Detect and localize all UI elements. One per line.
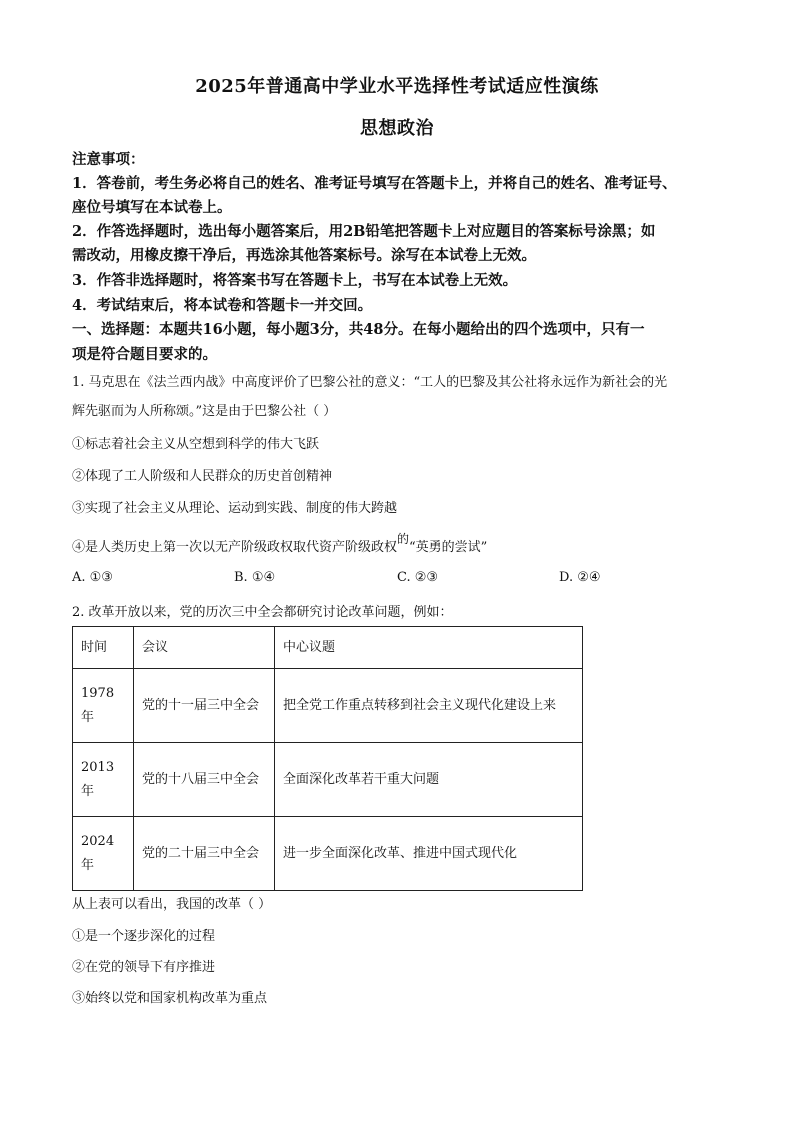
table-row [73,817,583,891]
q1-stem-line2: 辉先驱而为人所称颂。”这是由于巴黎公社（ ） [72,404,337,419]
q2-followup: 从上表可以看出，我国的改革（ ） [72,897,272,912]
table-row [73,743,583,817]
q1-statement-4-sup: 的 [397,532,410,546]
q1-option-c: C. ②③ [397,570,439,585]
table-cell-topic: 把全党工作重点转移到社会主义现代化建设上来 [275,669,583,743]
section-heading-line1: 一、选择题：本题共16小题，每小题3分，共48分。在每小题给出的四个选项中，只有一 [72,321,645,338]
notice-item-2a: 2．作答选择题时，选出每小题答案后，用2B铅笔把答题卡上对应题目的答案标号涂黑；如 [72,223,656,240]
table-header-topic: 中心议题 [275,627,583,669]
q1-statement-1: ①标志着社会主义从空想到科学的伟大飞跃 [72,437,320,452]
table-header-row [73,627,583,669]
q2-statement-2: ②在党的领导下有序推进 [72,960,216,975]
notice-item-4: 4．考试结束后，将本试卷和答题卡一并交回。 [72,297,373,314]
table-cell-meeting: 党的十八届三中全会 [134,743,275,817]
table-cell-topic: 进一步全面深化改革、推进中国式现代化 [275,817,583,891]
notice-item-1b: 座位号填写在本试卷上。 [72,199,232,216]
table-cell-year: 2024年 [73,817,134,891]
q1-statement-3: ③实现了社会主义从理论、运动到实践、制度的伟大跨越 [72,501,398,516]
exam-title: 2025年普通高中学业水平选择性考试适应性演练 [195,76,599,97]
notice-item-2b: 需改动，用橡皮擦干净后，再选涂其他答案标号。涂写在本试卷上无效。 [72,247,536,264]
table-cell-meeting: 党的二十届三中全会 [134,817,275,891]
q2-statement-1: ①是一个逐步深化的过程 [72,929,216,944]
notice-heading: 注意事项： [72,151,145,168]
q1-statement-4 [72,532,732,560]
notice-item-1a: 1．答卷前，考生务必将自己的姓名、准考证号填写在答题卡上，并将自己的姓名、准考证号、 [72,175,677,192]
q1-statement-2: ②体现了工人阶级和人民群众的历史首创精神 [72,469,333,484]
table-cell-meeting: 党的十一届三中全会 [134,669,275,743]
q1-statement-4-tail: “英勇的尝试” [409,540,488,555]
table-cell-topic: 全面深化改革若干重大问题 [275,743,583,817]
q1-option-a: A. ①③ [72,570,113,585]
q2-statement-3: ③始终以党和国家机构改革为重点 [72,991,268,1006]
reform-table [72,626,583,891]
q1-option-b: B. ①④ [234,570,276,585]
notice-item-3: 3．作答非选择题时，将答案书写在答题卡上，书写在本试卷上无效。 [72,272,518,289]
table-header-time: 时间 [73,627,134,669]
section-heading-line2: 项是符合题目要求的。 [72,346,217,363]
table-row [73,669,583,743]
table-cell-year: 2013年 [73,743,134,817]
subject-title: 思想政治 [360,118,434,139]
q1-stem-line1: 1. 马克思在《法兰西内战》中高度评价了巴黎公社的意义：“工人的巴黎及其公社将永远作为新社会的光 [72,375,668,390]
q1-option-d: D. ②④ [559,570,601,585]
q2-stem: 2. 改革开放以来，党的历次三中全会都研究讨论改革问题，例如： [72,605,453,620]
q1-statement-4-main: ④是人类历史上第一次以无产阶级政权取代资产阶级政权 [72,540,398,555]
table-header-meeting: 会议 [134,627,275,669]
table-cell-year: 1978年 [73,669,134,743]
